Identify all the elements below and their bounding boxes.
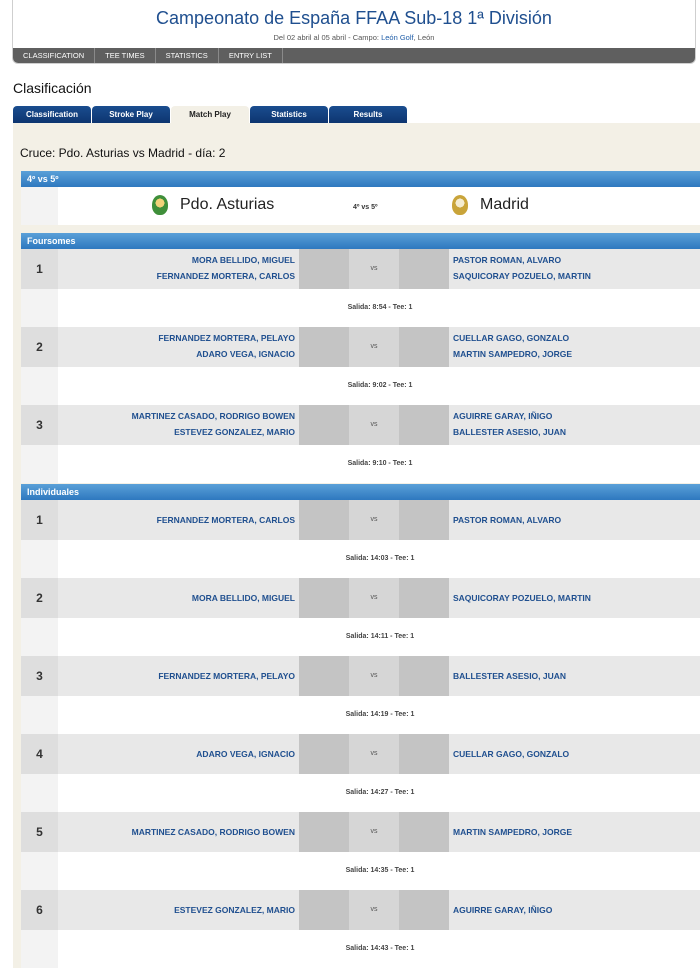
- player-name[interactable]: BALLESTER ASESIO, JUAN: [453, 427, 567, 437]
- left-players: [58, 500, 299, 540]
- team-left-name: Pdo. Asturias: [180, 196, 275, 213]
- vs-label: vs: [349, 656, 399, 696]
- player-name[interactable]: AGUIRRE GARAY, IÑIGO: [453, 905, 553, 915]
- player-name[interactable]: ADARO VEGA, IGNACIO: [196, 349, 295, 359]
- crest-icon: [152, 195, 168, 215]
- match-number: 1: [21, 500, 58, 540]
- tee-time: Salida: 14:43 - Tee: 1: [58, 930, 700, 968]
- left-players: [58, 249, 299, 289]
- vs-label: vs: [349, 578, 399, 618]
- team-right-name: Madrid: [480, 196, 529, 213]
- left-players: [58, 327, 299, 367]
- cruce-heading: Cruce: Pdo. Asturias vs Madrid - día: 2: [20, 146, 226, 160]
- nav-statistics[interactable]: STATISTICS: [156, 48, 219, 63]
- player-name[interactable]: MARTINEZ CASADO, RODRIGO BOWEN: [131, 411, 295, 421]
- tee-time: Salida: 14:03 - Tee: 1: [58, 540, 700, 578]
- player-name[interactable]: CUELLAR GAGO, GONZALO: [453, 749, 570, 759]
- tee-time: Salida: 9:10 - Tee: 1: [58, 445, 700, 483]
- tab-bar: [13, 106, 408, 123]
- right-score-cell: [399, 327, 449, 367]
- match-number: 6: [21, 890, 58, 930]
- nav-tee-times[interactable]: TEE TIMES: [95, 48, 155, 63]
- tee-time: Salida: 9:02 - Tee: 1: [58, 367, 700, 405]
- tab-stroke-play[interactable]: Stroke Play: [92, 106, 170, 123]
- teams-row-gutter: [21, 187, 58, 225]
- player-name[interactable]: FERNANDEZ MORTERA, CARLOS: [156, 271, 295, 281]
- right-score-cell: [399, 734, 449, 774]
- left-players: [58, 405, 299, 445]
- player-name[interactable]: ADARO VEGA, IGNACIO: [196, 749, 295, 759]
- left-score-cell: [299, 656, 349, 696]
- right-players: [449, 656, 700, 696]
- tab-statistics[interactable]: Statistics: [250, 106, 328, 123]
- left-players: [58, 734, 299, 774]
- vs-label: vs: [349, 405, 399, 445]
- player-name[interactable]: FERNANDEZ MORTERA, PELAYO: [158, 671, 295, 681]
- match-number: 5: [21, 812, 58, 852]
- player-name[interactable]: MARTINEZ CASADO, RODRIGO BOWEN: [131, 827, 295, 837]
- vs-label: vs: [349, 500, 399, 540]
- right-score-cell: [399, 890, 449, 930]
- right-players: [449, 578, 700, 618]
- right-players: [449, 405, 700, 445]
- foursomes-bar: Foursomes: [21, 233, 700, 249]
- subtitle-suffix: , León: [413, 33, 435, 42]
- left-score-cell: [299, 578, 349, 618]
- tee-time: Salida: 14:11 - Tee: 1: [58, 618, 700, 656]
- player-name[interactable]: PASTOR ROMAN, ALVARO: [453, 515, 562, 525]
- right-players: [449, 890, 700, 930]
- match-number: 4: [21, 734, 58, 774]
- match-number: 2: [21, 578, 58, 618]
- left-score-cell: [299, 734, 349, 774]
- right-score-cell: [399, 405, 449, 445]
- subtitle-prefix: Del 02 abril al 05 abril - Campo:: [273, 33, 382, 42]
- tab-classification[interactable]: Classification: [13, 106, 91, 123]
- left-score-cell: [299, 405, 349, 445]
- left-players: [58, 812, 299, 852]
- top-navigation: [13, 48, 695, 63]
- player-name[interactable]: MORA BELLIDO, MIGUEL: [191, 593, 295, 603]
- right-players: [449, 812, 700, 852]
- right-players: [449, 249, 700, 289]
- player-name[interactable]: SAQUICORAY POZUELO, MARTIN: [453, 271, 591, 281]
- match-number: 2: [21, 327, 58, 367]
- nav-classification[interactable]: CLASSIFICATION: [13, 48, 95, 63]
- left-players: [58, 578, 299, 618]
- player-name[interactable]: PASTOR ROMAN, ALVARO: [453, 255, 562, 265]
- tee-time: Salida: 14:19 - Tee: 1: [58, 696, 700, 734]
- player-name[interactable]: MORA BELLIDO, MIGUEL: [191, 255, 295, 265]
- player-name[interactable]: ESTEVEZ GONZALEZ, MARIO: [174, 905, 295, 915]
- individuales-bar: Individuales: [21, 484, 700, 500]
- player-name[interactable]: FERNANDEZ MORTERA, PELAYO: [158, 333, 295, 343]
- left-players: [58, 656, 299, 696]
- nav-entry-list[interactable]: ENTRY LIST: [219, 48, 283, 63]
- player-name[interactable]: BALLESTER ASESIO, JUAN: [453, 671, 567, 681]
- right-players: [449, 500, 700, 540]
- tee-time: Salida: 14:27 - Tee: 1: [58, 774, 700, 812]
- match-number: 3: [21, 405, 58, 445]
- group-bar: 4º vs 5º: [21, 171, 700, 187]
- tab-results[interactable]: Results: [329, 106, 407, 123]
- player-name[interactable]: ESTEVEZ GONZALEZ, MARIO: [174, 427, 295, 437]
- header: [12, 0, 696, 64]
- vs-label: vs: [349, 890, 399, 930]
- tee-time: Salida: 8:54 - Tee: 1: [58, 289, 700, 327]
- vs-label: vs: [349, 327, 399, 367]
- vs-label: vs: [349, 249, 399, 289]
- match-number: 3: [21, 656, 58, 696]
- team-left: [152, 195, 274, 215]
- crest-icon: [452, 195, 468, 215]
- vs-label: vs: [349, 734, 399, 774]
- left-score-cell: [299, 500, 349, 540]
- teams-row: [21, 187, 700, 225]
- tab-match-play[interactable]: Match Play: [171, 106, 249, 123]
- venue-link[interactable]: León Golf: [381, 33, 414, 42]
- team-right: [452, 195, 529, 215]
- left-score-cell: [299, 327, 349, 367]
- right-score-cell: [399, 578, 449, 618]
- right-score-cell: [399, 812, 449, 852]
- player-name[interactable]: AGUIRRE GARAY, IÑIGO: [453, 411, 553, 421]
- event-subtitle: [13, 33, 695, 42]
- left-score-cell: [299, 812, 349, 852]
- right-players: [449, 734, 700, 774]
- right-score-cell: [399, 656, 449, 696]
- match-number: 1: [21, 249, 58, 289]
- right-score-cell: [399, 249, 449, 289]
- section-title: Clasificación: [13, 80, 92, 96]
- left-players: [58, 890, 299, 930]
- teams-vs-label: 4º vs 5º: [353, 204, 378, 211]
- right-players: [449, 327, 700, 367]
- player-name[interactable]: SAQUICORAY POZUELO, MARTIN: [453, 593, 591, 603]
- tee-time: Salida: 14:35 - Tee: 1: [58, 852, 700, 890]
- player-name[interactable]: CUELLAR GAGO, GONZALO: [453, 333, 570, 343]
- vs-label: vs: [349, 812, 399, 852]
- player-name[interactable]: FERNANDEZ MORTERA, CARLOS: [156, 515, 295, 525]
- player-name[interactable]: MARTIN SAMPEDRO, JORGE: [453, 827, 573, 837]
- page-title: Campeonato de España FFAA Sub-18 1ª División: [156, 8, 552, 28]
- left-score-cell: [299, 249, 349, 289]
- left-score-cell: [299, 890, 349, 930]
- player-name[interactable]: MARTIN SAMPEDRO, JORGE: [453, 349, 573, 359]
- match-play-content: [13, 123, 700, 968]
- right-score-cell: [399, 500, 449, 540]
